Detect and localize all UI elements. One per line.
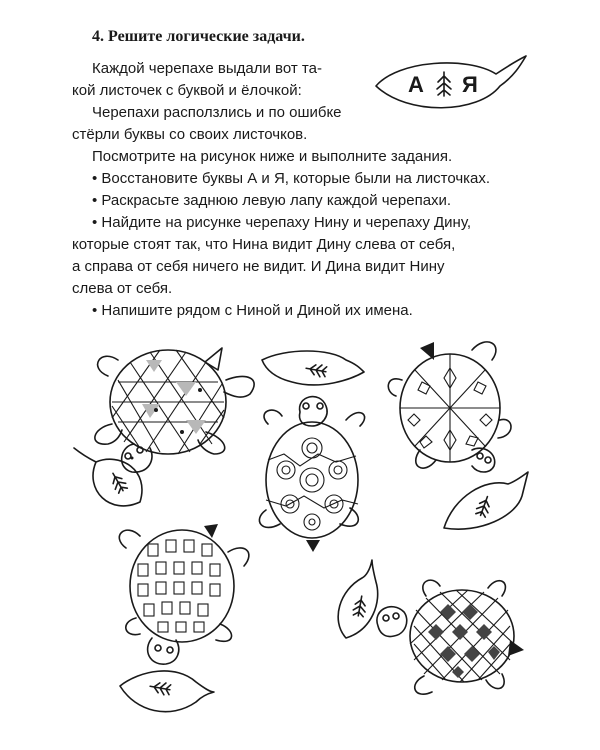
task-heading: 4. Решите логические задачи.: [92, 28, 305, 45]
leaf-3: [444, 472, 528, 529]
bullet-3-line-3: а справа от себя ничего не видит. И Дина видит Нину: [72, 258, 445, 275]
leaf-4: [120, 671, 214, 712]
bullet-3-line-4: слева от себя.: [72, 280, 173, 297]
intro-line-3: Черепахи расползлись и по ошибке: [92, 104, 342, 121]
turtle-triangles[interactable]: [95, 348, 254, 472]
intro-line-1: Каждой черепахе выдали вот та-: [92, 60, 322, 77]
turtle-circles[interactable]: [259, 351, 364, 552]
sample-leaf-letter-left: А: [408, 72, 424, 97]
turtles-illustration: [0, 320, 600, 750]
sample-leaf-letter-right: Я: [462, 72, 478, 97]
intro-line-5: Посмотрите на рисунок ниже и выполните задания.: [92, 148, 453, 165]
bullet-2: • Раскрасьте заднюю левую лапу каждой черепахи.: [92, 192, 452, 209]
bullet-4: • Напишите рядом с Ниной и Диной их имена.: [92, 302, 413, 319]
intro-line-4: стёрли буквы со своих листочков.: [72, 126, 308, 143]
sample-leaf: [368, 52, 528, 120]
leaf-5: [338, 560, 378, 638]
turtle-squares[interactable]: [119, 524, 249, 664]
turtle-diamonds[interactable]: [388, 342, 511, 472]
bullet-3-line-2: которые стоят так, что Нина видит Дину слева от себя,: [72, 236, 456, 253]
intro-line-2: кой листочек с буквой и ёлочкой:: [72, 82, 302, 99]
fir-tree-icon: [435, 70, 453, 98]
turtle-checkered[interactable]: [377, 580, 524, 694]
bullet-1: • Восстановите буквы А и Я, которые были на листочках.: [92, 170, 491, 187]
bullet-3-line-1: • Найдите на рисунке черепаху Нину и черепаху Дину,: [92, 214, 471, 231]
